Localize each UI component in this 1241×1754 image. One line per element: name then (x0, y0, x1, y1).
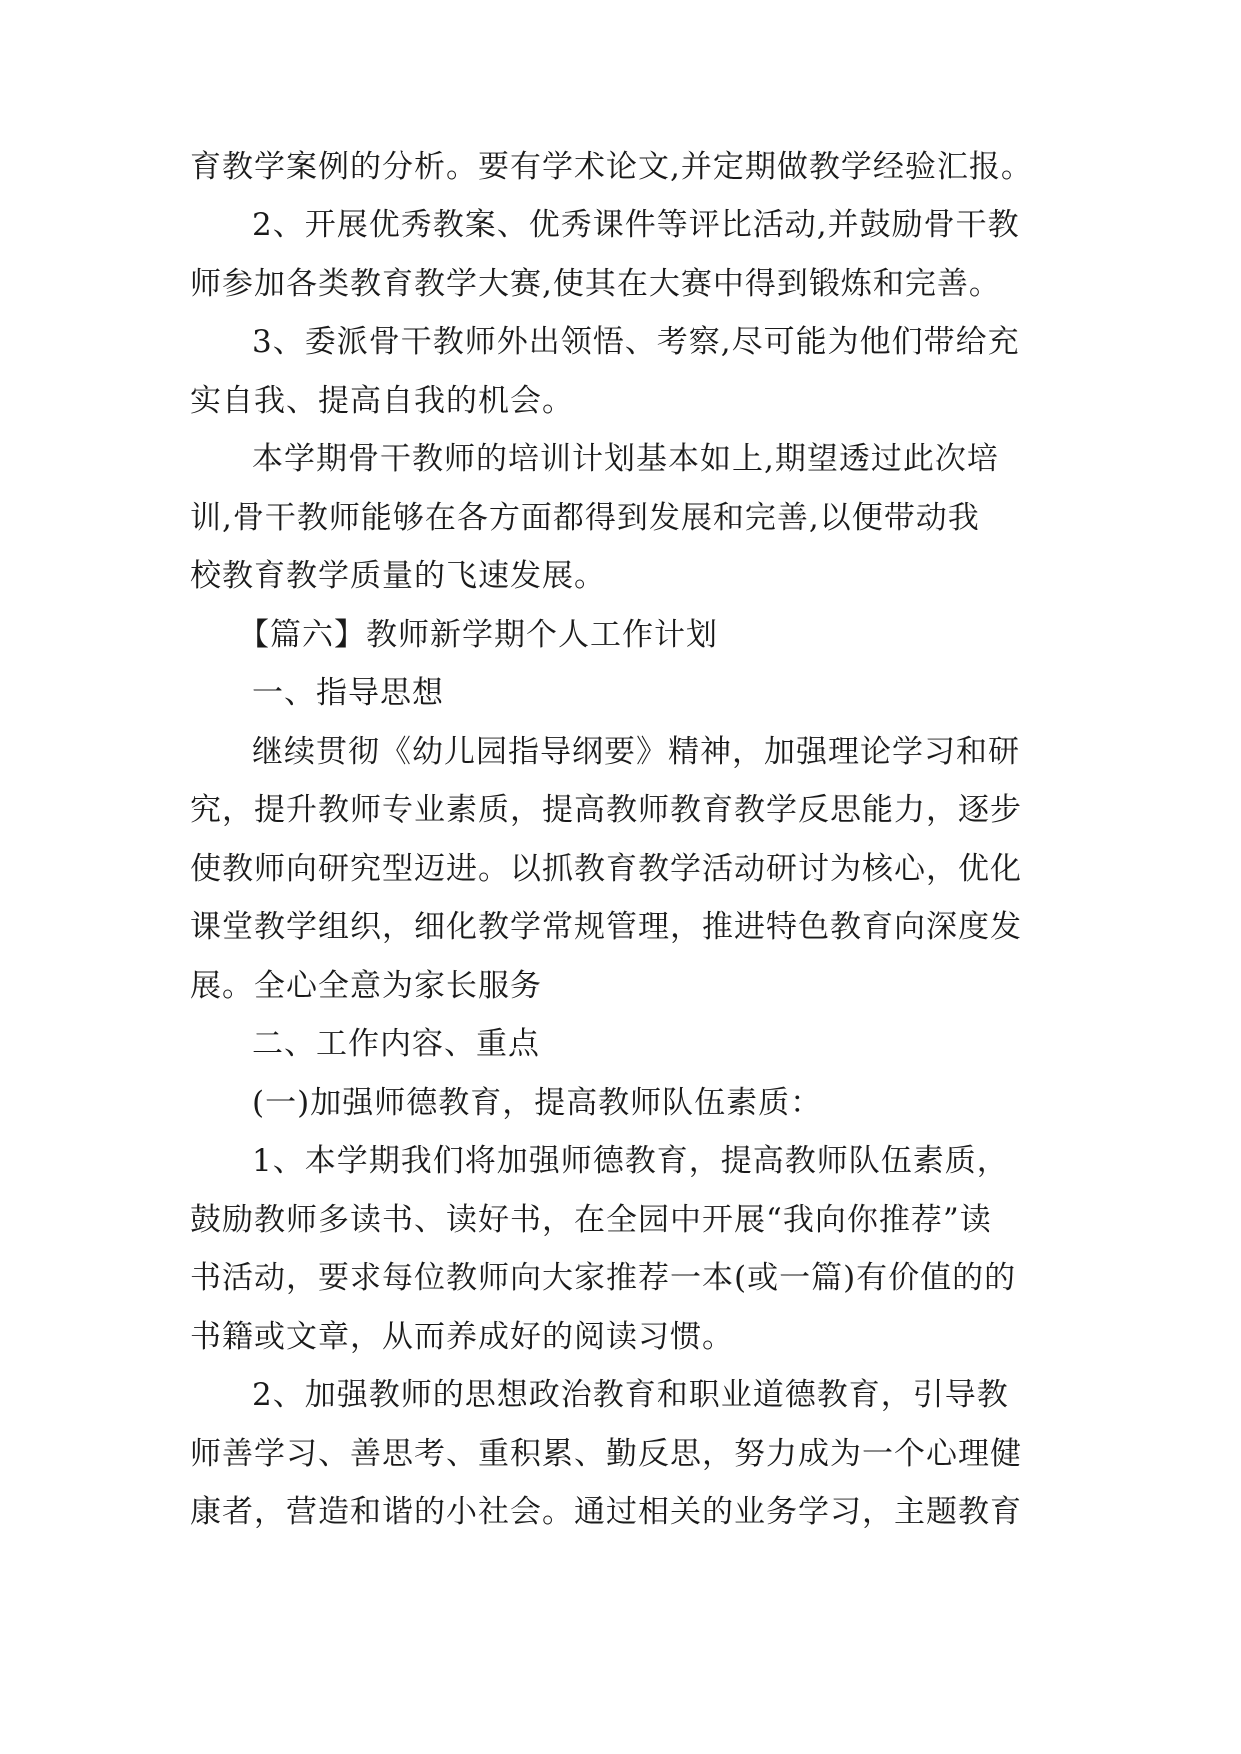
text-line: 校教育教学质量的飞速发展。 (190, 558, 606, 594)
subsection-heading: 二、工作内容、重点 (252, 1026, 540, 1062)
text-line: 1、本学期我们将加强师德教育，提高教师队伍素质， (252, 1143, 1009, 1179)
text-line: 使教师向研究型迈进。以抓教育教学活动研讨为核心，优化 (190, 851, 1022, 887)
text-line: 本学期骨干教师的培训计划基本如上,期望透过此次培 (252, 441, 999, 477)
text-line: 2、加强教师的思想政治教育和职业道德教育，引导教 (252, 1377, 1009, 1413)
text-line: 鼓励教师多读书、读好书，在全园中开展“我向你推荐”读 (190, 1202, 992, 1238)
text-line: 书活动，要求每位教师向大家推荐一本(或一篇)有价值的的 (190, 1260, 1017, 1296)
text-line: (一)加强师德教育，提高教师队伍素质： (252, 1085, 823, 1121)
subsection-heading: 一、指导思想 (252, 675, 444, 711)
text-line: 育教学案例的分析。要有学术论文,并定期做教学经验汇报。 (190, 149, 1033, 185)
text-line: 康者，营造和谐的小社会。通过相关的业务学习，主题教育 (190, 1494, 1022, 1530)
text-line: 实自我、提高自我的机会。 (190, 383, 574, 419)
text-line: 2、开展优秀教案、优秀课件等评比活动,并鼓励骨干教 (252, 207, 1020, 243)
section-heading: 【篇六】教师新学期个人工作计划 (238, 617, 718, 653)
text-line: 展。全心全意为家长服务 (190, 968, 542, 1004)
text-line: 师善学习、善思考、重积累、勤反思，努力成为一个心理健 (190, 1436, 1022, 1472)
text-line: 3、委派骨干教师外出领悟、考察,尽可能为他们带给充 (252, 324, 1020, 360)
text-line: 课堂教学组织，细化教学常规管理，推进特色教育向深度发 (190, 909, 1022, 945)
text-line: 继续贯彻《幼儿园指导纲要》精神，加强理论学习和研 (252, 734, 1020, 770)
text-line: 书籍或文章，从而养成好的阅读习惯。 (190, 1319, 734, 1355)
text-line: 训,骨干教师能够在各方面都得到发展和完善,以便带动我 (190, 500, 980, 536)
text-line: 师参加各类教育教学大赛,使其在大赛中得到锻炼和完善。 (190, 266, 1001, 302)
text-line: 究，提升教师专业素质，提高教师教育教学反思能力，逐步 (190, 792, 1022, 828)
